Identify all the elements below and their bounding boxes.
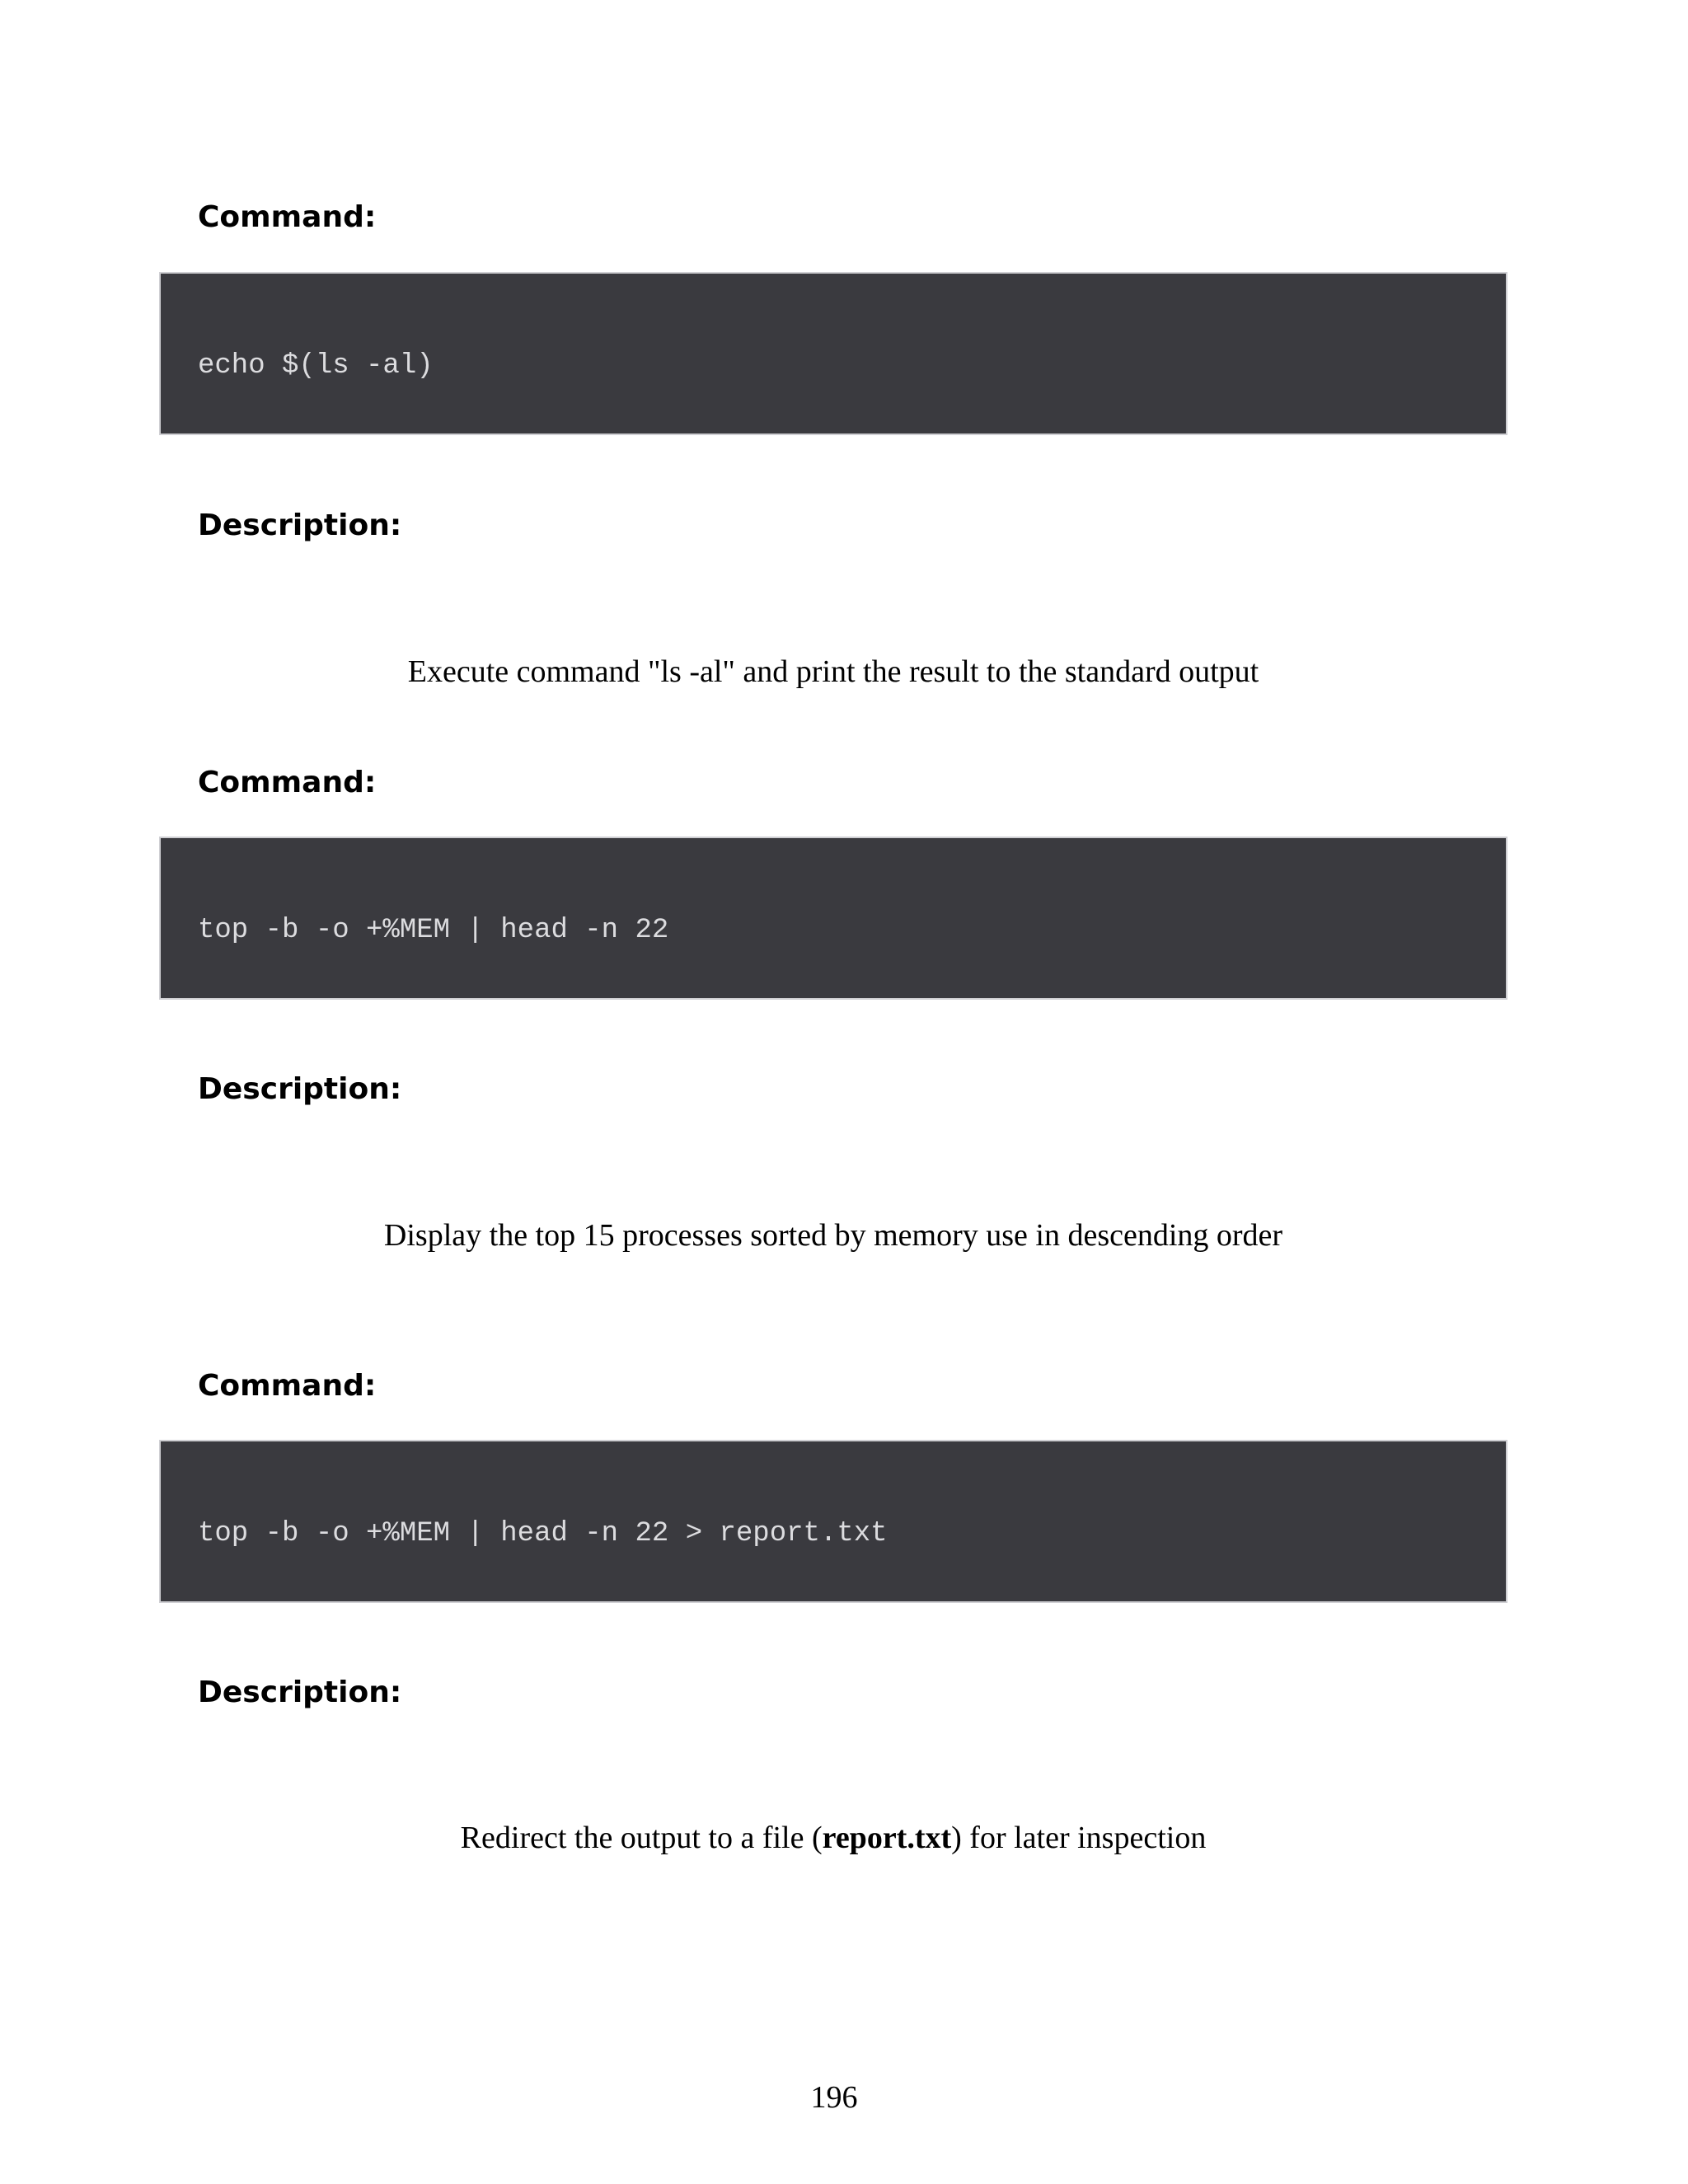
description-heading: Description: (198, 1072, 402, 1106)
code-block (159, 1440, 1507, 1603)
command-heading: Command: (198, 1369, 377, 1403)
description-text-start: Redirect the output to a file ( (460, 1821, 823, 1855)
command-text: echo $(ls -al) (198, 350, 434, 382)
command-text: top -b -o +%MEM | head -n 22 > report.txt (198, 1518, 888, 1549)
description-heading: Description: (198, 509, 402, 542)
code-block (159, 837, 1507, 1000)
description-text: Display the top 15 processes sorted by memory use in descending order (383, 1218, 1283, 1253)
code-block (159, 272, 1507, 435)
command-heading: Command: (198, 766, 377, 799)
description-text-end: ) for later inspection (951, 1821, 1207, 1855)
page-number: 196 (810, 2080, 858, 2115)
command-text: top -b -o +%MEM | head -n 22 (198, 915, 669, 946)
description-heading: Description: (198, 1675, 402, 1709)
description-text (159, 1819, 1507, 1857)
description-text: Execute command "ls -al" and print the result to the standard output (407, 654, 1259, 689)
command-heading: Command: (198, 200, 377, 234)
filename-bold: report.txt (822, 1821, 952, 1855)
